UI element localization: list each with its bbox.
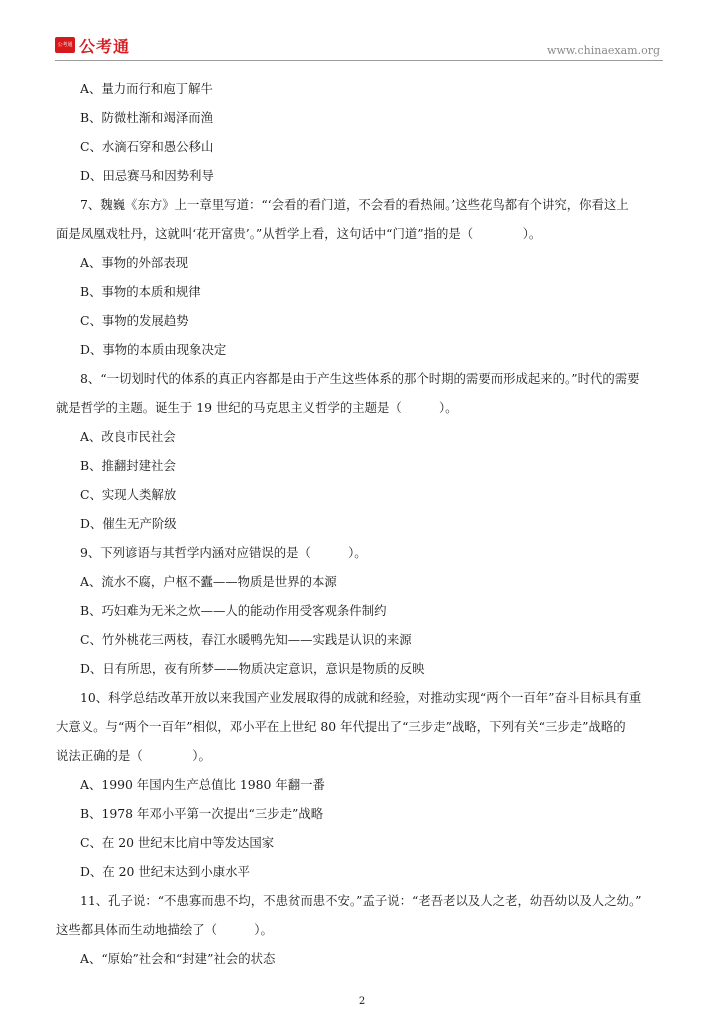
option-6b: B、防微杜渐和竭泽而渔 [80,110,214,125]
logo-text: 公考通 [79,36,131,56]
option-7a: A、事物的外部表现 [80,255,189,270]
option-6a: A、量力而行和庖丁解牛 [80,81,213,96]
brand-logo[interactable] [55,36,130,54]
question-7-line-1: 7、魏巍《东方》上一章里写道：“‘会看的看门道，不会看的看热闹。’这些花鸟都有个讲究，你看这上 [80,197,629,212]
option-9b: B、巧妇难为无米之炊——人的能动作用受客观条件制约 [80,603,387,618]
question-9: 9、下列谚语与其哲学内涵对应错误的是（ ）。 [80,545,367,560]
option-9c: C、竹外桃花三两枝，春江水暖鸭先知——实践是认识的来源 [80,632,412,647]
question-10-line-1: 10、科学总结改革开放以来我国产业发展取得的成就和经验，对推动实现“两个一百年”奋斗目标具有重 [80,690,642,705]
option-10b: B、1978 年邓小平第一次提出“三步走”战略 [80,806,324,821]
question-8-line-1: 8、“一切划时代的体系的真正内容都是由于产生这些体系的那个时期的需要而形成起来的。”时代的需要 [80,371,640,386]
question-7-line-2: 面是凤凰戏牡丹，这就叫‘花开富贵’。”从哲学上看，这句话中“门道”指的是（ ）。 [56,226,542,241]
option-10c: C、在 20 世纪末比肩中等发达国家 [80,835,275,850]
page-number: 2 [358,996,366,1007]
option-6c: C、水滴石穿和愚公移山 [80,139,214,154]
option-7d: D、事物的本质由现象决定 [80,342,227,357]
page-header [0,0,724,62]
option-8b: B、推翻封建社会 [80,458,176,473]
option-6d: D、田忌赛马和因势利导 [80,168,214,183]
question-8-line-2: 就是哲学的主题。诞生于 19 世纪的马克思主义哲学的主题是（ ）。 [56,400,458,415]
site-url[interactable]: www.chinaexam.org [547,44,660,57]
option-7b: B、事物的本质和规律 [80,284,201,299]
option-10d: D、在 20 世纪末达到小康水平 [80,864,250,879]
option-8c: C、实现人类解放 [80,487,177,502]
option-9a: A、流水不腐，户枢不蠹——物质是世界的本源 [80,574,337,589]
option-9d: D、日有所思，夜有所梦——物质决定意识，意识是物质的反映 [80,661,425,676]
logo-badge: 公考通 [55,37,75,53]
option-8d: D、催生无产阶级 [80,516,177,531]
question-11-line-1: 11、孔子说：“不患寡而患不均，不患贫而患不安。”孟子说：“老吾老以及人之老，幼吾幼以及人之幼。” [80,893,642,908]
option-8a: A、改良市民社会 [80,429,176,444]
question-11-line-2: 这些都具体而生动地描绘了（ ）。 [56,922,273,937]
header-divider [55,60,663,61]
option-10a: A、1990 年国内生产总值比 1980 年翻一番 [80,777,325,792]
option-7c: C、事物的发展趋势 [80,313,189,328]
question-10-line-2: 大意义。与“两个一百年”相似，邓小平在上世纪 80 年代提出了“三步走”战略，下列有关“三步走”战略的 [56,719,626,734]
option-11a: A、“原始”社会和“封建”社会的状态 [80,951,276,966]
question-10-line-3: 说法正确的是（ ）。 [56,748,211,763]
